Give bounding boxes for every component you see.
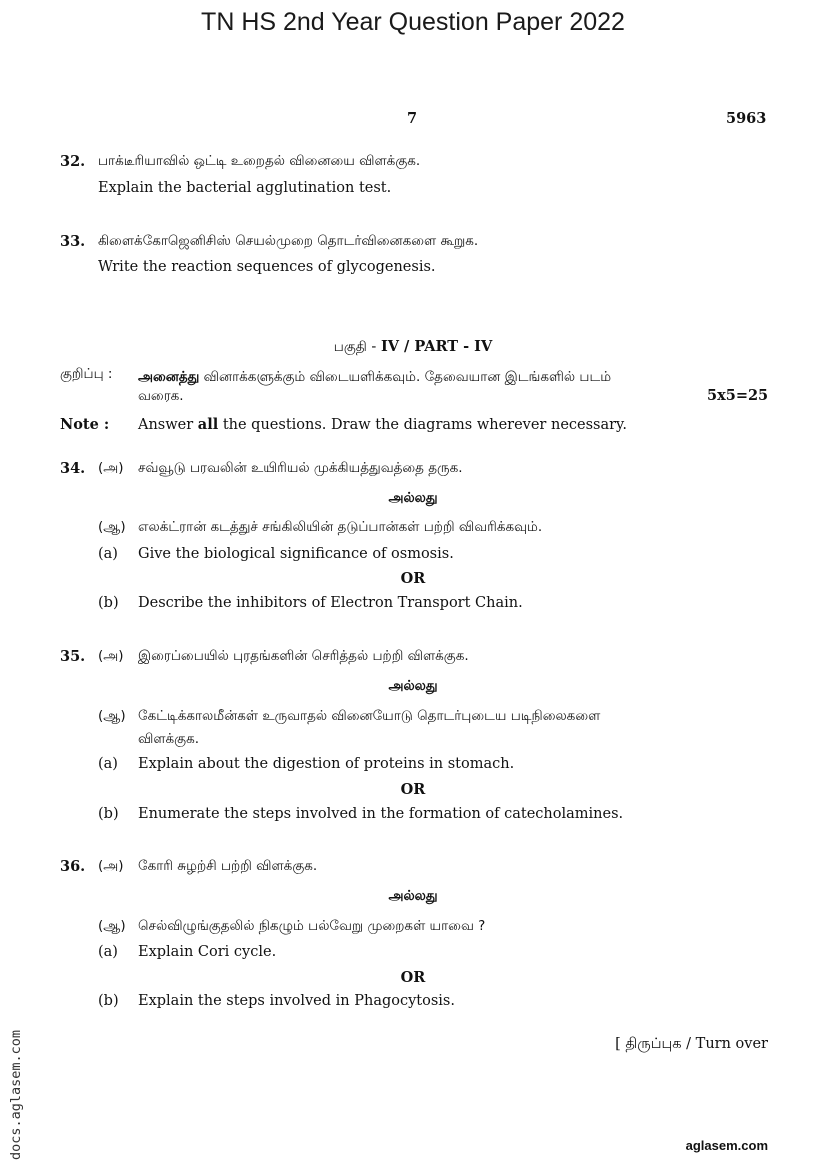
note-english-pre: Answer — [138, 417, 198, 433]
question-number: 33. — [60, 233, 86, 250]
part-heading — [0, 336, 826, 357]
option-english: Explain Cori cycle. — [138, 944, 277, 960]
option-tamil-continued: விளக்குக. — [138, 731, 200, 747]
question-english: Write the reaction sequences of glycogenesis. — [98, 259, 436, 275]
part-heading-tamil: பகுதி — [333, 339, 367, 355]
option-tamil: சவ்வூடு பரவலின் உயிரியல் முக்கியத்துவத்தை தருக. — [138, 460, 463, 476]
note-tamil-bold: அனைத்து — [138, 369, 200, 385]
question-tamil: பாக்டீரியாவில் ஒட்டி உறைதல் வினையை விளக்குக. — [98, 153, 421, 169]
option-english: Enumerate the steps involved in the formation of catecholamines. — [138, 806, 624, 822]
question-number: 32. — [60, 153, 86, 170]
option-label: (ஆ) — [98, 519, 126, 535]
question-number: 35. — [60, 648, 86, 665]
sidebar-url: docs.aglasem.com — [8, 1029, 24, 1160]
note-english-rest: the questions. Draw the diagrams wherever necessary. — [218, 417, 627, 433]
option-label: (ஆ) — [98, 708, 126, 724]
option-label: (a) — [98, 756, 118, 772]
or-english: OR — [400, 781, 426, 798]
or-english: OR — [400, 969, 426, 986]
page-number: 7 — [407, 110, 418, 127]
or-tamil: அல்லது — [388, 888, 438, 904]
question-number: 36. — [60, 858, 86, 875]
paper-code: 5963 — [726, 110, 767, 127]
or-english: OR — [400, 570, 426, 587]
part-heading-label: IV / PART - IV — [380, 338, 493, 355]
page-banner-title: TN HS 2nd Year Question Paper 2022 — [201, 8, 625, 36]
option-english: Give the biological significance of osmosis. — [138, 546, 454, 562]
or-tamil: அல்லது — [388, 490, 438, 506]
option-english: Explain about the digestion of proteins in stomach. — [138, 756, 515, 772]
question-tamil: கிளைக்கோஜெனிசிஸ் செயல்முறை தொடர்வினைகளை கூறுக. — [98, 233, 479, 249]
option-english: Explain the steps involved in Phagocytosis. — [138, 993, 455, 1009]
option-label: (b) — [98, 595, 119, 611]
option-label: (a) — [98, 944, 118, 960]
note-tamil-label: குறிப்பு : — [60, 366, 113, 382]
option-tamil: கேட்டிக்காலமீன்கள் உருவாதல் வினையோடு தொடர்புடைய படிநிலைகளை — [138, 708, 601, 724]
question-number: 34. — [60, 460, 86, 477]
question-english: Explain the bacterial agglutination test. — [98, 180, 392, 196]
option-label: (ஆ) — [98, 918, 126, 934]
option-label: (a) — [98, 546, 118, 562]
option-label: (அ) — [98, 460, 124, 476]
note-english-label: Note : — [60, 416, 110, 433]
option-tamil: செல்விழுங்குதலில் நிகழும் பல்வேறு முறைகள் யாவை ? — [138, 918, 486, 934]
or-tamil: அல்லது — [388, 678, 438, 694]
option-label: (b) — [98, 993, 119, 1009]
option-tamil: கோரி சுழற்சி பற்றி விளக்குக. — [138, 858, 318, 874]
footer-brand: aglasem.com — [685, 1138, 768, 1153]
option-english: Describe the inhibitors of Electron Transport Chain. — [138, 595, 523, 611]
option-tamil: இரைப்பையில் புரதங்களின் செரித்தல் பற்றி விளக்குக. — [138, 648, 469, 664]
option-tamil: எலக்ட்ரான் கடத்துச் சங்கிலியின் தடுப்பான்கள் பற்றி விவரிக்கவும். — [138, 519, 543, 535]
note-tamil-line1 — [138, 366, 611, 387]
turn-over-note: [ திருப்புக / Turn over — [615, 1036, 768, 1052]
note-tamil-rest: வினாக்களுக்கும் விடையளிக்கவும். தேவையான இடங்களில் படம் — [199, 369, 612, 385]
part-heading-separator: - — [366, 339, 381, 355]
option-label: (அ) — [98, 648, 124, 664]
note-tamil-line2: வரைக. — [138, 388, 184, 404]
option-label: (அ) — [98, 858, 124, 874]
note-english-bold: all — [197, 416, 219, 433]
option-label: (b) — [98, 806, 119, 822]
note-english — [138, 416, 627, 433]
marks-allocation: 5x5=25 — [707, 387, 769, 404]
